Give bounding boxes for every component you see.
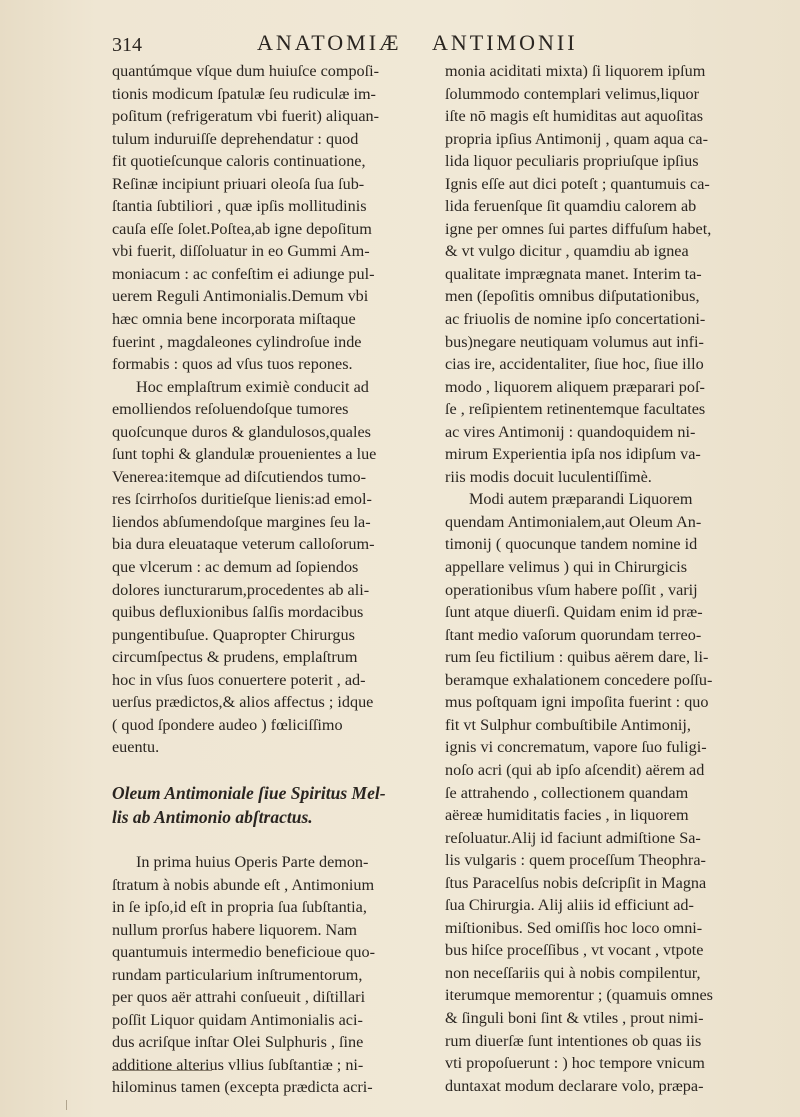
text-line: lida feruenſque ſit quamdiu calorem ab <box>445 197 697 216</box>
text-line: fuerint , magdaleones cylindroſue inde <box>112 332 362 351</box>
text-line: ſunt tophi & glandulæ prouenientes a lue <box>112 445 377 464</box>
section-gap <box>112 759 432 781</box>
text-line: lida liquor peculiaris propriuſque ipſius <box>445 152 699 171</box>
text-line: quantúmque vſque dum huiuſce compoſi- <box>112 62 380 80</box>
text-line: cias ire, accidentaliter, ſiue hoc, ſiue illo <box>445 355 704 374</box>
page-mark <box>66 1100 73 1110</box>
catchword-rule <box>112 1070 212 1071</box>
text-line: quoſcunque duros & glandulosos,quales <box>112 422 371 441</box>
text-line: reſoluatur.Alij id faciunt admiſtione Sa- <box>445 828 701 847</box>
text-line: bus hiſce proceſſibus , vt vocant , vtpote <box>445 941 704 960</box>
text-line: in ſe ipſo,id eſt in propria ſua ſubſtantia, <box>112 898 367 917</box>
text-line: ſe , reſipientem retinentemque facultates <box>445 400 706 419</box>
text-line: igne per omnes ſui partes diffuſum habet, <box>445 219 712 238</box>
text-line: & vt vulgo dicitur , quamdiu ab ignea <box>445 242 689 261</box>
text-line: ſua Chirurgia. Alij aliis id efficiunt ad- <box>445 896 694 915</box>
paragraph-first-line: Hoc emplaſtrum eximiè conducit ad <box>136 377 369 396</box>
text-line: qualitate imprægnata manet. Interim ta- <box>445 264 702 283</box>
text-line: poſſit Liquor quidam Antimonialis aci- <box>112 1010 363 1029</box>
text-line: formabis : quos ad vſus tuos repones. <box>112 355 353 374</box>
section-gap <box>112 829 432 851</box>
text-line: fit quotieſcunque caloris continuatione, <box>112 152 366 171</box>
text-line: iſte nō magis eſt humiditas aut aquoſitas <box>445 107 704 126</box>
text-line: duntaxat modum declarare volo, præpa- <box>445 1076 704 1095</box>
text-line: vbi fuerit, diſſoluatur in eo Gummi Am- <box>112 242 370 261</box>
text-line: beramque exhalationem concedere poſſu- <box>445 670 713 689</box>
text-line: ſe attrahendo , collectionem quandam <box>445 783 689 802</box>
text-line: ſtant medio vaſorum quorundam terreo- <box>445 625 702 644</box>
text-line: dus acriſque inſtar Olei Sulphuris , ſine <box>112 1033 364 1052</box>
right-column <box>445 60 765 1097</box>
text-line: cauſa eſſe ſolet.Poſtea,ab igne depoſitum <box>112 219 372 238</box>
text-line: poſitum (refrigeratum vbi fuerit) aliquan- <box>112 107 379 126</box>
text-line: vti propoſuerunt : ) hoc tempore vnicum <box>445 1054 705 1073</box>
text-line: ignis vi concrematum, vapore ſuo fuligi- <box>445 738 707 757</box>
text-line: quantumuis intermedio beneficioue quo- <box>112 943 375 962</box>
text-line: ſtratum à nobis abunde eſt , Antimonium <box>112 875 375 894</box>
text-line: additione alterius vllius ſubſtantiæ ; ni- <box>112 1055 364 1074</box>
text-line: dolores iuncturarum,procedentes ab ali- <box>112 580 370 599</box>
text-line: Venerea:itemque ad diſcutiendos tumo- <box>112 467 366 486</box>
text-line: quibus defluxionibus ſalſis mordacibus <box>112 603 364 622</box>
text-line: liendos abſumendoſque margines ſeu la- <box>112 512 371 531</box>
text-line: emolliendos reſoluendoſque tumores <box>112 400 349 419</box>
text-line: fit vt Sulphur combuſtibile Antimonij, <box>445 715 691 734</box>
text-line: modo , liquorem aliquem præparari poſ- <box>445 377 705 396</box>
text-line: ſtus Paracelſus nobis deſcripſit in Magna <box>445 873 707 892</box>
text-line: ſolummodo contemplari velimus,liquor <box>445 84 700 103</box>
text-line: uerſus prædictos,& alios affectus ; idque <box>112 693 374 712</box>
text-line: monia aciditati mixta) ſi liquorem ipſum <box>445 62 706 80</box>
text-line: ac friuolis de nomine ipſo concertationi- <box>445 310 706 329</box>
text-line: lis vulgaris : quem proceſſum Theophra- <box>445 851 706 870</box>
section-heading: Oleum Antimoniale ſiue Spiritus Mel- <box>112 782 386 803</box>
page-header <box>112 30 762 60</box>
text-line: operationibus vſum habere poſſit , varij <box>445 580 698 599</box>
text-line: quendam Antimonialem,aut Oleum An- <box>445 512 702 531</box>
text-line: uerem Reguli Antimonialis.Demum vbi <box>112 287 369 306</box>
text-line: tionis modicum ſpatulæ ſeu rudiculæ im- <box>112 84 376 103</box>
text-line: bia dura eleuataque veterum calloſorum- <box>112 535 375 554</box>
text-line: bus)negare neutiquam volumus aut infi- <box>445 332 704 351</box>
text-line: mirum Experientia ipſa nos idipſum va- <box>445 445 701 464</box>
text-line: riis modis docuit luculentiſſimè. <box>445 467 652 486</box>
text-line: rum diuerſæ ſunt intentiones ob quas iis <box>445 1031 702 1050</box>
text-line: non neceſſariis qui à nobis compilentur, <box>445 963 701 982</box>
text-line: ſunt atque diuerſi. Quidam enim id præ- <box>445 603 703 622</box>
text-line: mus poſtquam igni impoſita fuerint : quo <box>445 693 709 712</box>
section-heading: lis ab Antimonio abſtractus. <box>112 806 313 827</box>
page-number: 314 <box>112 34 142 56</box>
text-line: euentu. <box>112 738 160 757</box>
text-line: noſo acri (qui ab ipſo aſcendit) aërem ad <box>445 760 705 779</box>
text-line: miſtionibus. Sed omiſſis hoc loco omni- <box>445 918 703 937</box>
text-line: pungentibuſue. Quapropter Chirurgus <box>112 625 355 644</box>
text-line: propria ipſius Antimonij , quam aqua ca- <box>445 129 708 148</box>
text-line: rum ſeu fictilium : quibus aërem dare, li- <box>445 648 709 667</box>
text-line: ( quod ſpondere audeo ) fœliciſſimo <box>112 715 343 734</box>
paragraph-first-line: In prima huius Operis Parte demon- <box>136 852 369 871</box>
text-line: res ſcirrhoſos duritieſque lienis:ad emol- <box>112 490 372 509</box>
text-line: timonij ( quocunque tandem nomine id <box>445 535 698 554</box>
text-line: rundam particularium inſtrumentorum, <box>112 965 363 984</box>
running-head-left: ANATOMIÆ <box>257 30 402 55</box>
text-line: que vlcerum : ac demum ad ſopiendos <box>112 558 359 577</box>
text-line: & ſinguli boni ſint & vtiles , prout nimi- <box>445 1008 704 1027</box>
text-line: ſtantia ſubtiliori , quæ ipſis mollitudinis <box>112 197 367 216</box>
text-line: appellare velimus ) qui in Chirurgicis <box>445 558 688 577</box>
text-line: nullum prorſus habere liquorem. Nam <box>112 920 358 939</box>
text-line: Reſinæ incipiunt priuari oleoſa ſua ſub- <box>112 174 365 193</box>
text-line: hæc omnia bene incorporata miſtaque <box>112 310 356 329</box>
text-line: hilominus tamen (excepta prædicta acri- <box>112 1078 373 1097</box>
text-line: ac vires Antimonij : quandoquidem ni- <box>445 422 696 441</box>
paragraph-first-line: Modi autem præparandi Liquorem <box>469 490 693 509</box>
text-line: men (ſepoſitis omnibus diſputationibus, <box>445 287 700 306</box>
text-line: aëreæ humiditatis facies , in liquorem <box>445 806 689 825</box>
left-column <box>112 60 432 1099</box>
running-head-right: ANTIMONII <box>432 30 578 55</box>
text-line: hoc in vſus ſuos conuertere poterit , ad- <box>112 670 366 689</box>
text-line: circumſpectus & prudens, emplaſtrum <box>112 648 358 667</box>
text-line: iterumque memorentur ; (quamuis omnes <box>445 986 713 1005</box>
text-line: per quos aër attrahi conſueuit , diſtillari <box>112 988 366 1007</box>
text-line: moniacum : ac confeſtim ei adiunge pul- <box>112 264 375 283</box>
text-line: tulum induruiſſe deprehendatur : quod <box>112 129 359 148</box>
text-line: Ignis eſſe aut dici poteſt ; quantumuis ca- <box>445 174 710 193</box>
